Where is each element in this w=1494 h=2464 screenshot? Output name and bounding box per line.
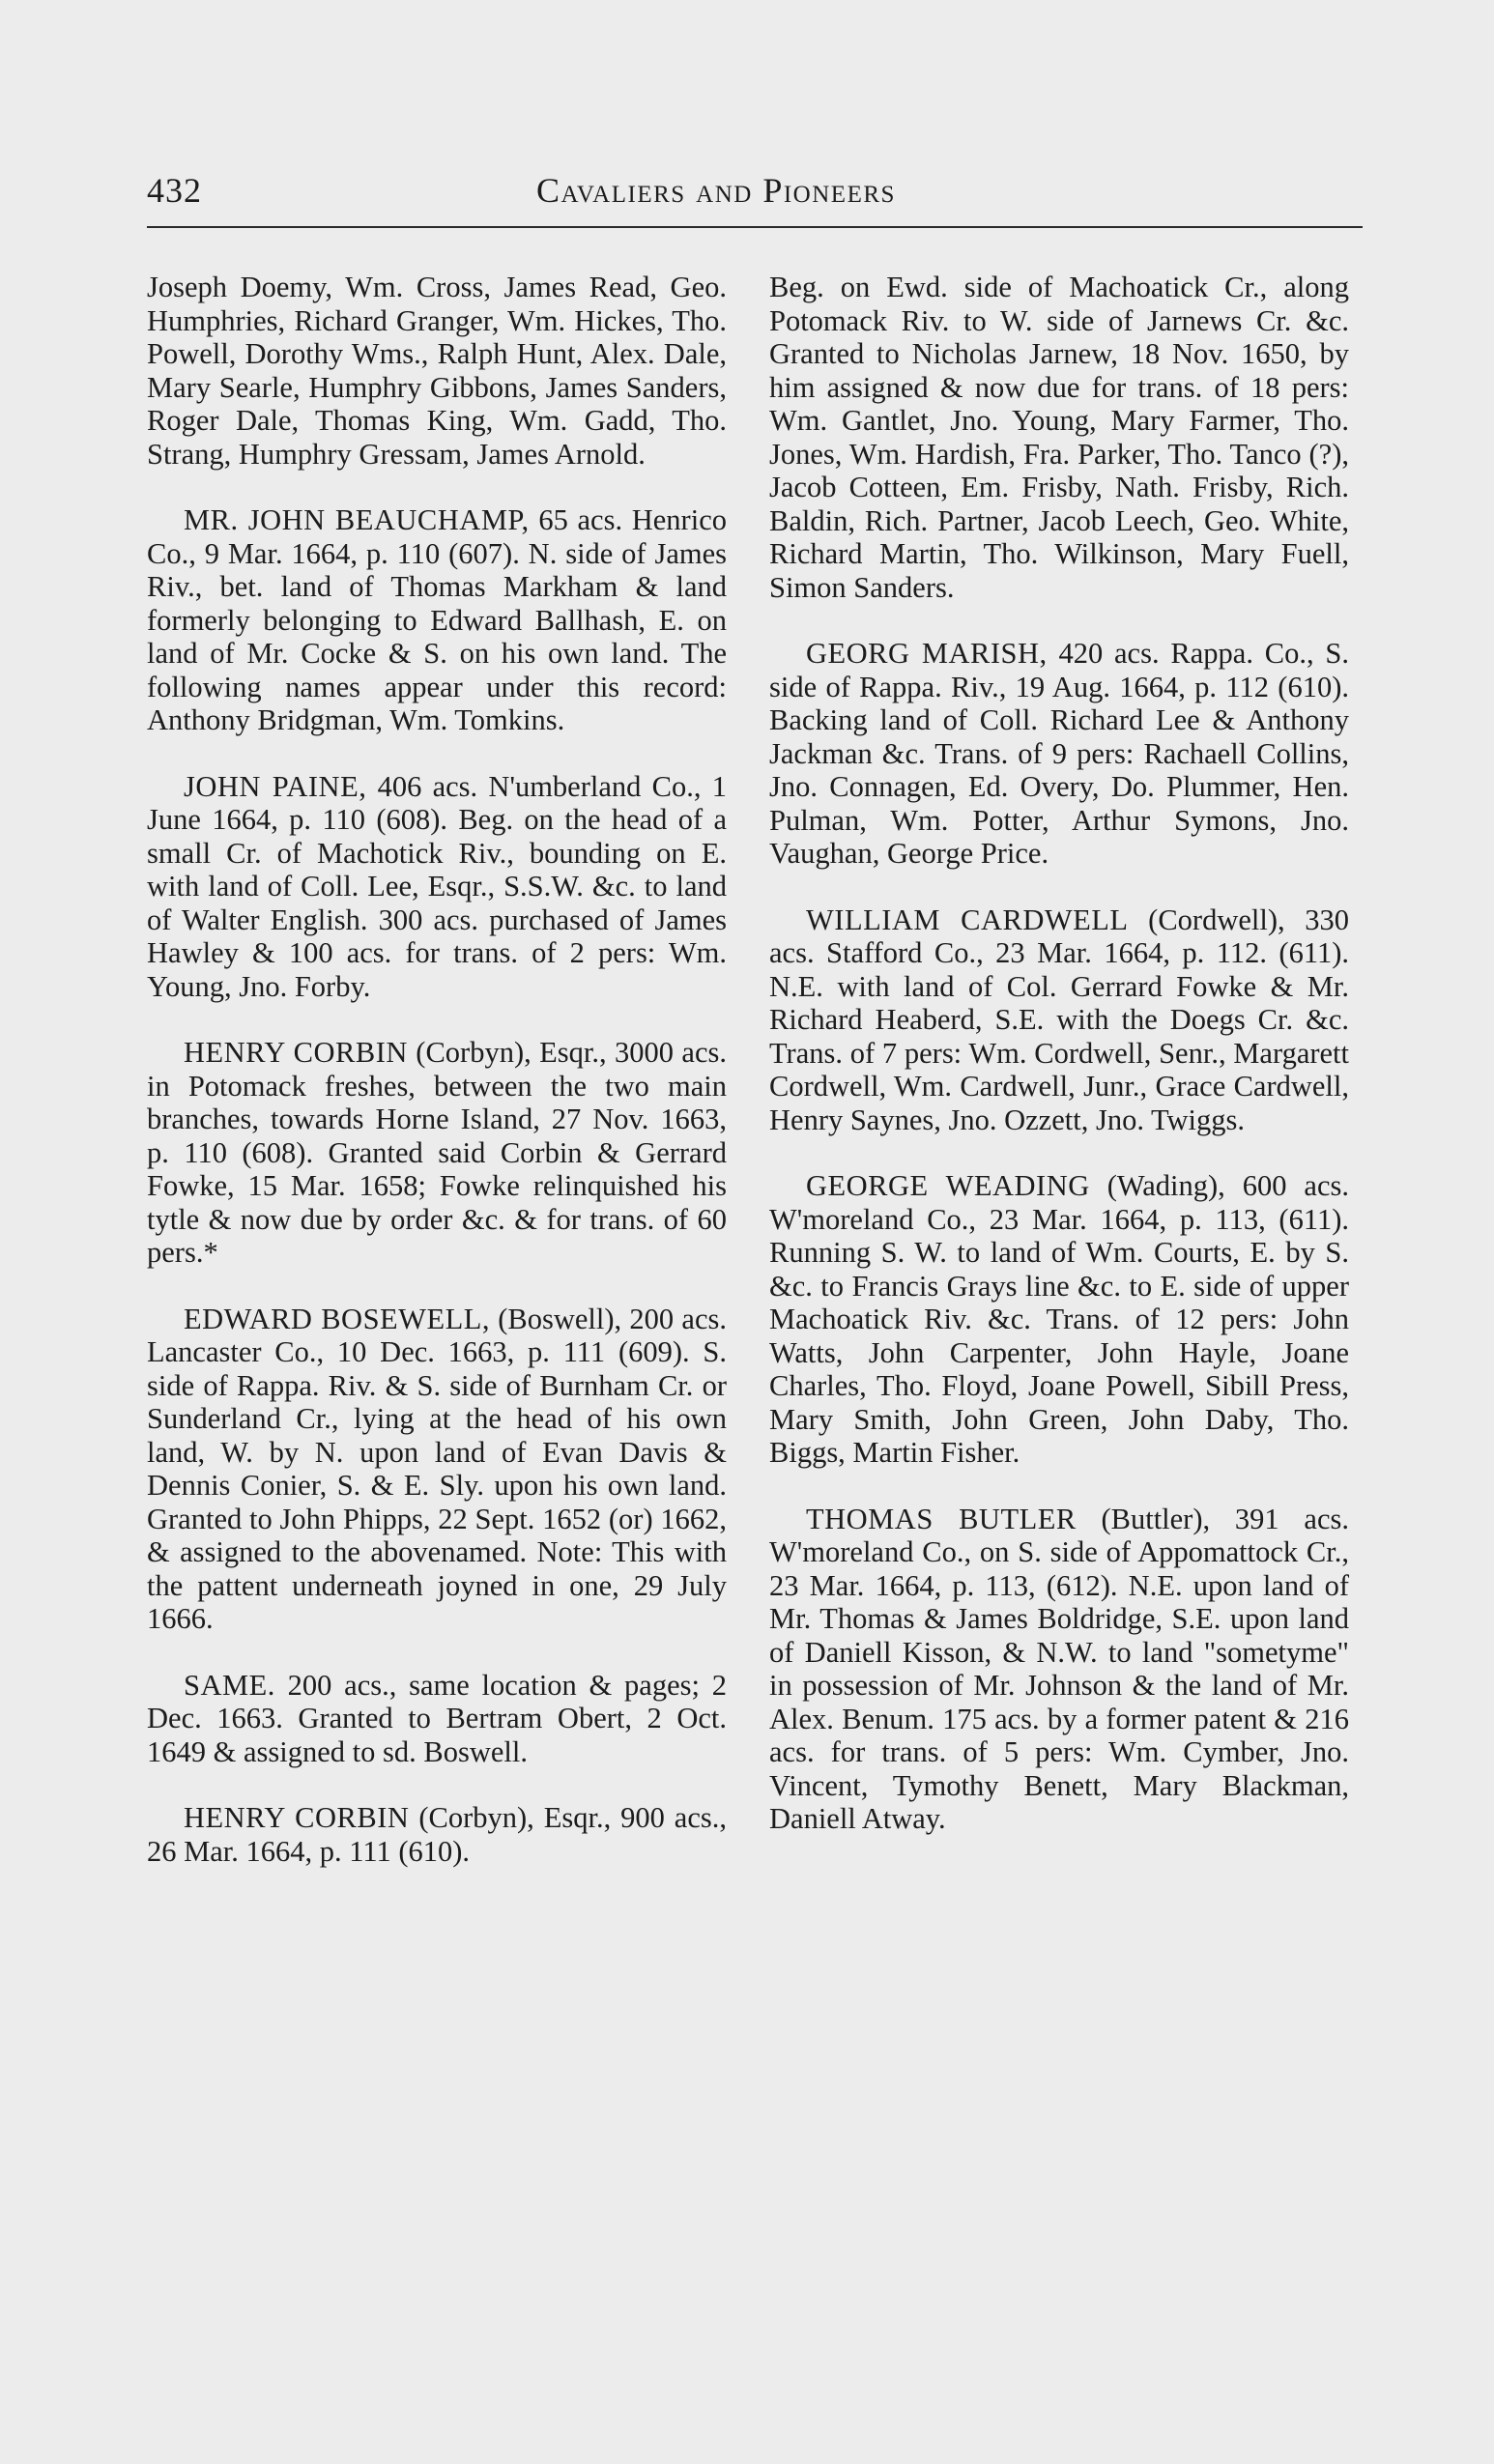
entry-text: (Corbyn), Esqr., 900 acs., 26 Mar. 1664, p. 111 (610).: [147, 1801, 728, 1868]
entry-georg-marish: [769, 637, 1349, 871]
grantee-name: HENRY CORBIN: [184, 1801, 410, 1834]
entry-text: 406 acs. N'umberland Co., 1 June 1664, p. 110 (608). Beg. on the head of a small Cr. of Machotick Riv., bounding on E. with land of Coll. Lee, Esqr., S.S.W. &c. to land of Walter English. 300 acs. purchased of James Hawley & 100 acs. for trans. of 2 pers: Wm. Young, Jno. Forby.: [147, 769, 727, 1003]
entry-same: [147, 1669, 727, 1769]
entry-william-cardwell: [769, 903, 1349, 1137]
entry-henry-corbin-3000: [147, 1036, 727, 1270]
entry-continuation: [147, 271, 727, 471]
entry-george-weading: [769, 1169, 1349, 1470]
entry-john-beauchamp: [147, 503, 727, 737]
entry-text: (Boswell), 200 acs. Lancaster Co., 10 Dec. 1663, p. 111 (609). S. side of Rappa. Riv. & S. side of Burnham Cr. or Sunderland Cr., lying at the head of his own land, W. by N. upon land of Evan Davis & Dennis Conier, S. & E. Sly. upon his own land. Granted to John Phipps, 22 Sept. 1652 (or) 1662, & assigned to the abovenamed. Note: This with the pattent underneath joyned in one, 29 July 1666.: [147, 1302, 727, 1635]
entry-text: (Corbyn), Esqr., 3000 acs. in Potomack freshes, between the two main branches, towards Horne Island, 27 Nov. 1663, p. 110 (608). Granted said Corbin & Gerrard Fowke, 15 Mar. 1658; Fowke relinquished his tytle & now due by order &c. & for trans. of 60 pers.*: [147, 1036, 727, 1269]
entry-john-paine: [147, 770, 727, 1004]
entry-thomas-butler: [769, 1503, 1349, 1836]
entry-text: Joseph Doemy, Wm. Cross, James Read, Geo. Humphries, Richard Granger, Wm. Hickes, Tho. Powell, Dorothy Wms., Ralph Hunt, Alex. Dale, Mary Searle, Humphry Gibbons, James Sanders, Roger Dale, Thomas King, Wm. Gadd, Tho. Strang, Humphry Gressam, James Arnold.: [147, 271, 727, 471]
grantee-name: GEORGE WEADING: [806, 1169, 1090, 1202]
page-number: 432: [147, 171, 202, 210]
grantee-name: GEORG MARISH,: [806, 637, 1048, 670]
left-column: [147, 271, 727, 1868]
grantee-name: JOHN PAINE,: [184, 769, 367, 803]
grantee-name: THOMAS BUTLER: [806, 1502, 1077, 1535]
entry-text: 420 acs. Rappa. Co., S. side of Rappa. Riv., 19 Aug. 1664, p. 112 (610). Backing land of Coll. Richard Lee & Anthony Jackman &c. Trans. of 9 pers: Rachaell Collins, Jno. Connagen, Ed. Overy, Do. Plummer, Hen. Pulman, Wm. Potter, Arthur Symons, Jno. Vaughan, George Price.: [769, 637, 1350, 870]
running-title: Cavaliers and Pioneers: [536, 171, 896, 210]
grantee-name: MR. JOHN BEAUCHAMP,: [184, 503, 530, 536]
right-column: [769, 271, 1349, 1836]
entry-edward-bosewell: [147, 1303, 727, 1636]
grantee-name: WILLIAM CARDWELL: [806, 903, 1129, 936]
entry-text: 65 acs. Henrico Co., 9 Mar. 1664, p. 110 (607). N. side of James Riv., bet. land of Thomas Markham & land formerly belonging to Edward Ballhash, E. on land of Mr. Cocke & S. on his own land. The following names appear under this record: Anthony Bridgman, Wm. Tomkins.: [147, 503, 727, 736]
entry-continuation: [769, 271, 1349, 604]
entry-text: Beg. on Ewd. side of Machoatick Cr., along Potomack Riv. to W. side of Jarnews Cr. &c. Granted to Nicholas Jarnew, 18 Nov. 1650, by him assigned & now due for trans. of 18 pers: Wm. Gantlet, Jno. Young, Mary Farmer, Tho. Jones, Wm. Hardish, Fra. Parker, Tho. Tanco (?), Jacob Cotteen, Em. Frisby, Nath. Frisby, Rich. Baldin, Rich. Partner, Jacob Leech, Geo. White, Richard Martin, Tho. Wilkinson, Mary Fuell, Simon Sanders.: [769, 271, 1349, 604]
grantee-name: SAME.: [184, 1668, 275, 1702]
grantee-name: HENRY CORBIN: [184, 1036, 408, 1069]
entry-text: (Buttler), 391 acs. W'moreland Co., on S. side of Appomattock Cr., 23 Mar. 1664, p. 113, (612). N.E. upon land of Mr. Thomas & James Boldridge, S.E. upon land of Daniell Kisson, & N.W. to land "sometyme" in possession of Mr. Johnson & the land of Mr. Alex. Benum. 175 acs. by a former patent & 216 acs. for trans. of 5 pers: Wm. Cymber, Jno. Vincent, Tymothy Benett, Mary Blackman, Daniell Atway.: [769, 1502, 1349, 1835]
entry-text: (Wading), 600 acs. W'moreland Co., 23 Mar. 1664, p. 113, (611). Running S. W. to land of Wm. Courts, E. by S. &c. to Francis Grays line &c. to E. side of upper Machoatick Riv. &c. Trans. of 12 pers: John Watts, John Carpenter, John Hayle, Joane Charles, Tho. Floyd, Joane Powell, Sibill Press, Mary Smith, John Green, John Daby, Tho. Biggs, Martin Fisher.: [769, 1169, 1349, 1469]
entry-text: (Cordwell), 330 acs. Stafford Co., 23 Mar. 1664, p. 112. (611). N.E. with land of Col. Gerrard Fowke & Mr. Richard Heaberd, S.E. with the Doegs Cr. &c. Trans. of 7 pers: Wm. Cordwell, Senr., Margarett Cordwell, Wm. Cardwell, Junr., Grace Cardwell, Henry Saynes, Jno. Ozzett, Jno. Twiggs.: [769, 903, 1349, 1136]
grantee-name: EDWARD BOSEWELL,: [184, 1302, 490, 1335]
entry-text: 200 acs., same location & pages; 2 Dec. 1663. Granted to Bertram Obert, 2 Oct. 1649 & assigned to sd. Boswell.: [147, 1668, 727, 1768]
entry-henry-corbin-900: [147, 1801, 727, 1868]
header-rule: [147, 226, 1363, 228]
